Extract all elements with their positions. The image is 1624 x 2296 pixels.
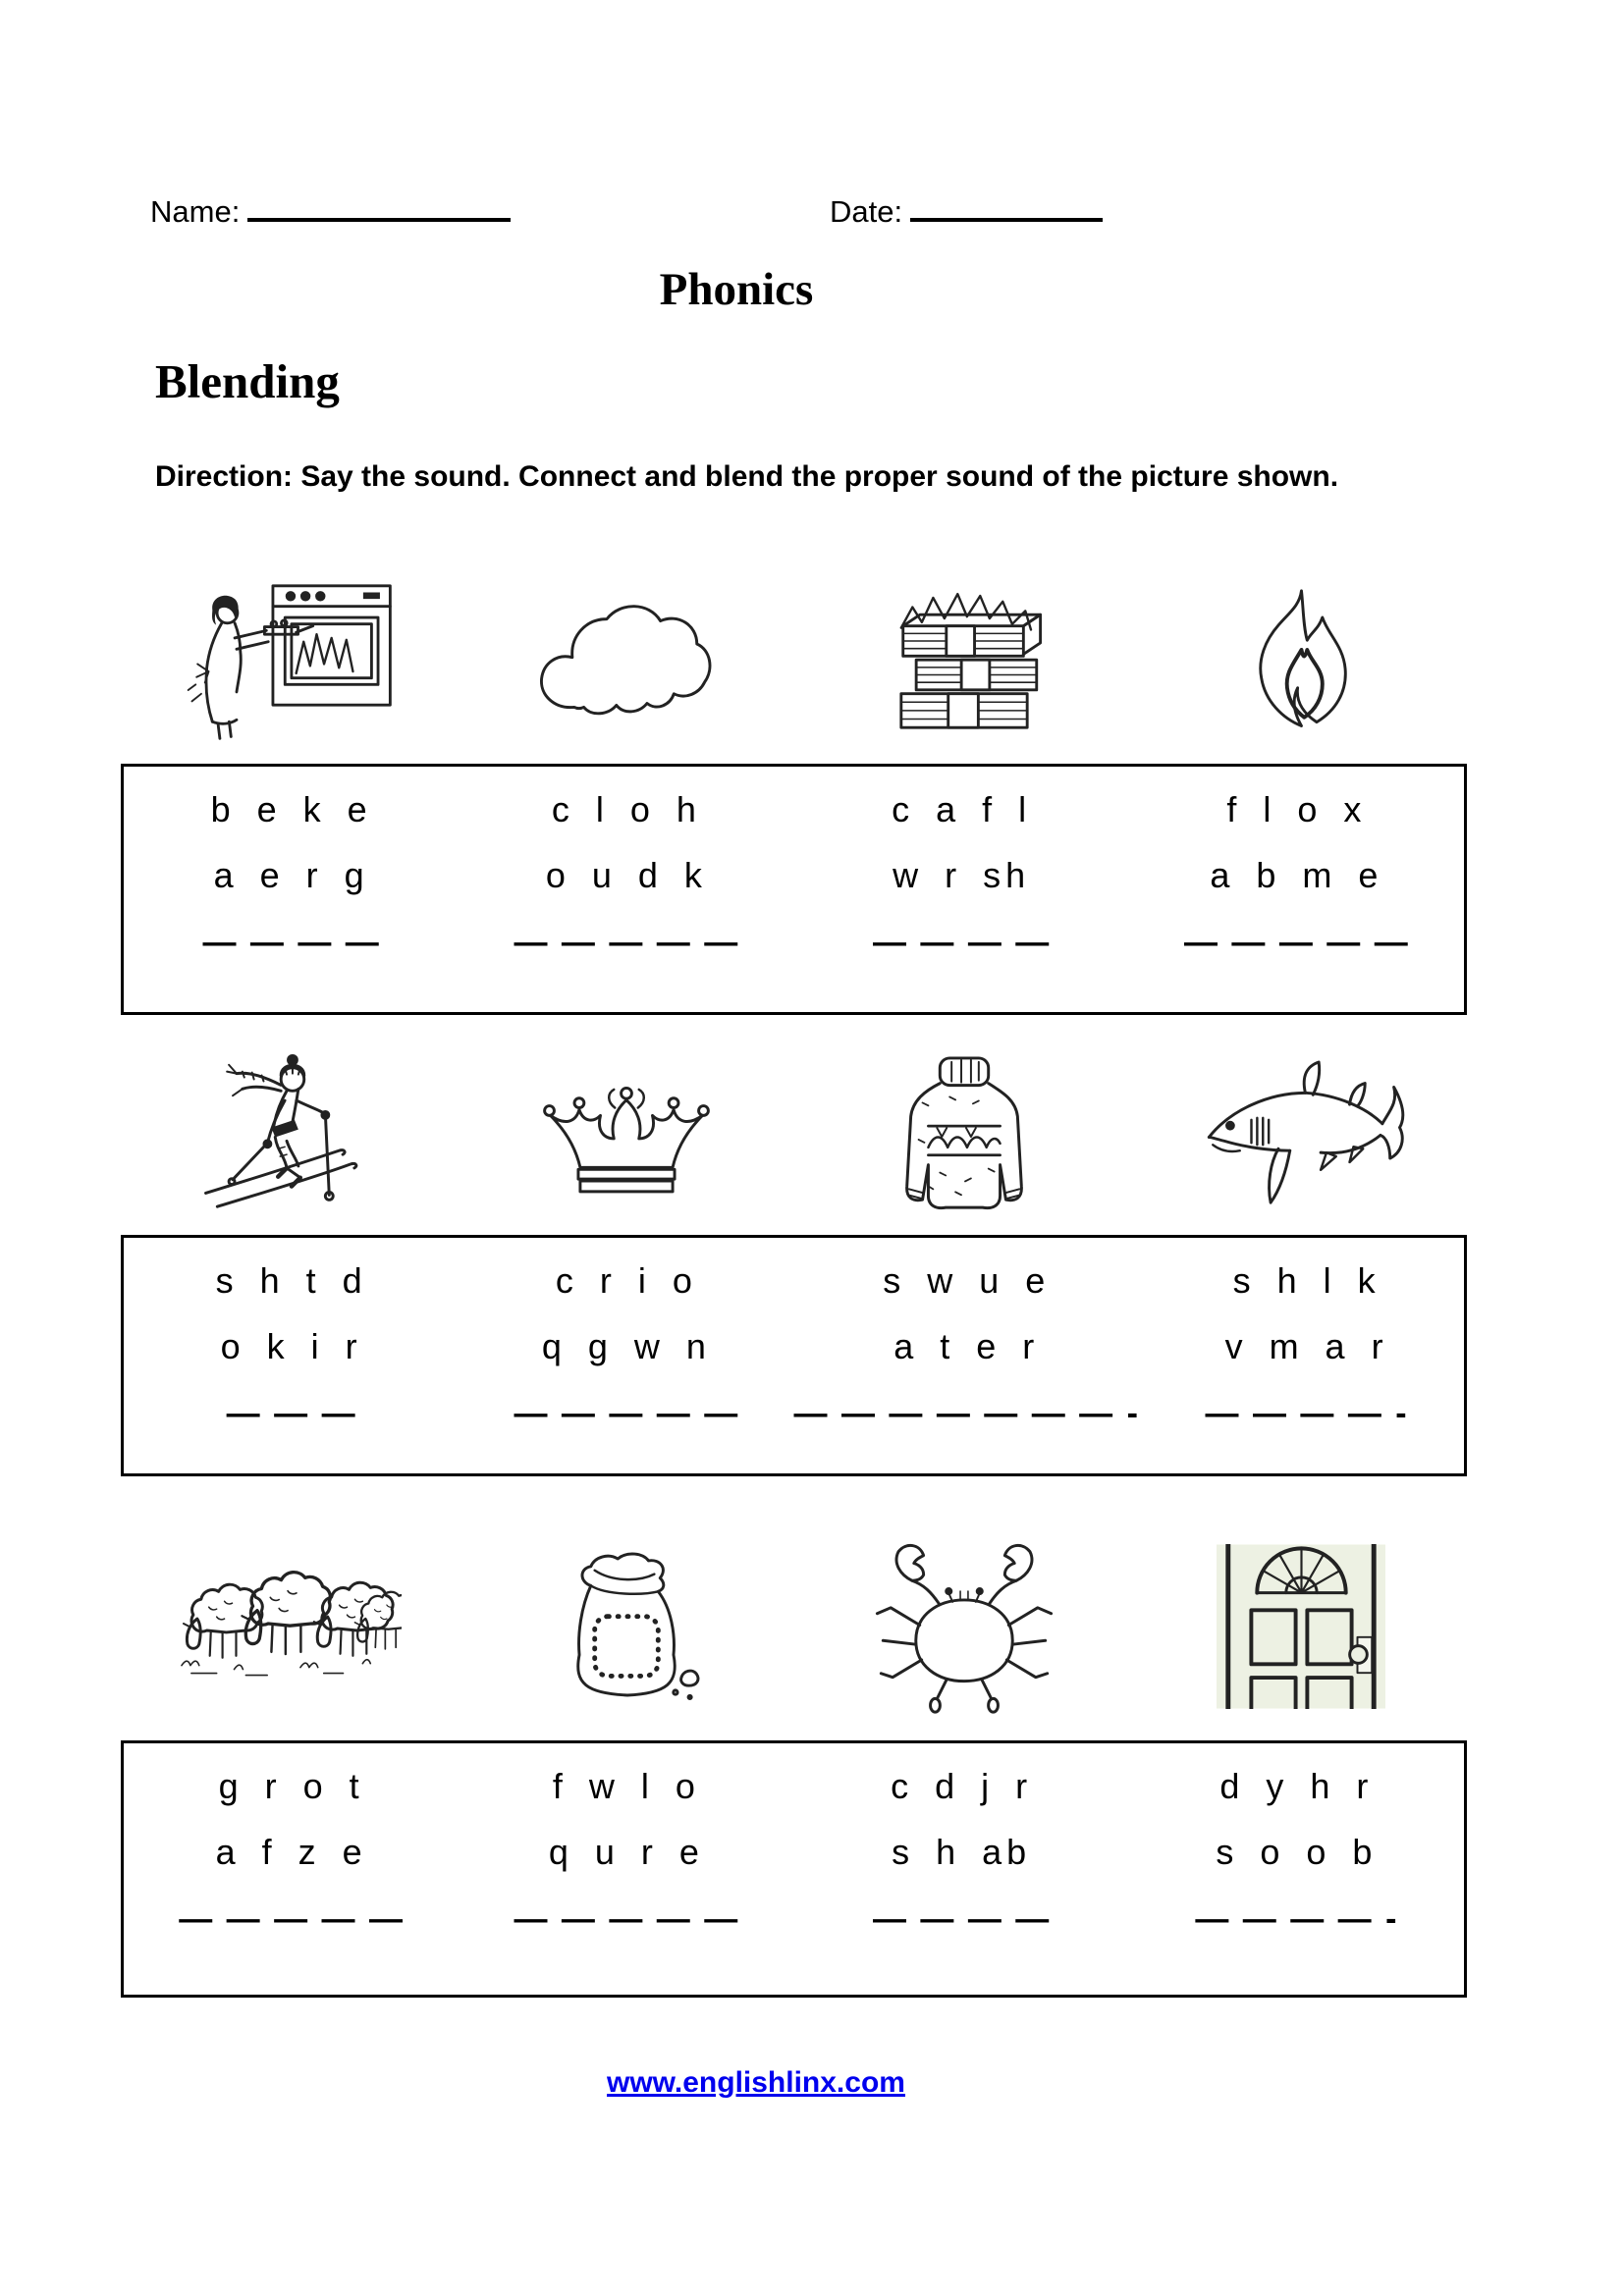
answer-blanks: — — — — - — [1205, 1395, 1408, 1432]
figure-cell — [459, 1041, 796, 1229]
crown-image — [525, 1067, 728, 1202]
letters-row1: b e k e — [210, 789, 372, 829]
name-field-group — [150, 194, 511, 230]
letter-column — [794, 1766, 1129, 1995]
letters-row2: s o o b — [1216, 1832, 1378, 1872]
date-label: Date: — [830, 194, 903, 229]
figure-cell — [795, 1520, 1133, 1734]
skier-image — [179, 1048, 401, 1221]
direction-text: Direction: Say the sound. Connect and blend the proper sound of the picture shown. — [155, 460, 1339, 493]
letters-row1: c a f l — [892, 789, 1032, 829]
letters-row2: a t e r — [893, 1326, 1040, 1366]
answer-blanks: — — — — — — [1183, 924, 1409, 961]
letters-row2: q g w n — [541, 1326, 711, 1366]
letters-row2: a b m e — [1210, 855, 1383, 895]
letter-box-2 — [121, 1235, 1467, 1476]
letters-row1: f l o x — [1226, 789, 1367, 829]
figure-cell — [121, 1520, 459, 1734]
letter-column — [459, 789, 793, 1012]
shark-image — [1197, 1060, 1405, 1209]
figure-cell — [1133, 572, 1471, 755]
letters-row2: s h ab — [892, 1832, 1032, 1872]
letter-column — [124, 1766, 459, 1995]
figure-row-1 — [121, 572, 1470, 755]
stack-of-money-image — [875, 583, 1054, 745]
letter-column — [794, 789, 1129, 1012]
letter-column — [124, 789, 459, 1012]
letter-column — [1139, 1260, 1474, 1473]
figure-cell — [121, 572, 459, 755]
letters-row1: d y h r — [1219, 1766, 1374, 1806]
figure-cell — [459, 1520, 796, 1734]
answer-blanks: — — — — — — [514, 1900, 739, 1938]
letter-box-1 — [121, 764, 1467, 1015]
letter-column — [793, 1260, 1139, 1473]
answer-blanks: — — — — — — [514, 924, 739, 961]
crab-image — [867, 1532, 1061, 1721]
answer-blanks: — — — — — — [514, 1395, 739, 1432]
name-label: Name: — [150, 194, 241, 229]
letters-row1: c r i o — [555, 1260, 697, 1301]
letter-column — [1129, 789, 1464, 1012]
figure-cell — [795, 1041, 1133, 1229]
letters-row2: q u r e — [548, 1832, 704, 1872]
letters-row1: s h l k — [1232, 1260, 1380, 1301]
baking-in-oven-image — [183, 577, 397, 750]
letters-row2: o k i r — [220, 1326, 362, 1366]
page-title: Phonics — [659, 264, 814, 315]
date-field-group — [830, 194, 1103, 230]
letter-box-3 — [121, 1740, 1467, 1998]
sweater-image — [882, 1052, 1047, 1217]
answer-blanks: — — — — — — [179, 1900, 405, 1938]
letter-column — [459, 1260, 793, 1473]
door-image — [1217, 1544, 1385, 1709]
answer-blanks: — — — — — [872, 924, 1051, 961]
figure-row-2 — [121, 1041, 1470, 1229]
figure-row-3 — [121, 1520, 1470, 1734]
letters-row2: v m a r — [1224, 1326, 1388, 1366]
letter-column — [459, 1766, 793, 1995]
letters-row1: f w l o — [552, 1766, 700, 1806]
name-blank-line — [247, 218, 511, 222]
answer-blanks: — — — — — — — - — [793, 1395, 1139, 1432]
letters-row2: a f z e — [215, 1832, 367, 1872]
answer-blanks: — — — — — [872, 1900, 1051, 1938]
cloud-image — [526, 594, 728, 733]
letter-column — [1129, 1766, 1464, 1995]
answer-blanks: — — — — [226, 1395, 356, 1432]
figure-cell — [459, 572, 796, 755]
figure-cell — [121, 1041, 459, 1229]
letters-row1: c d j r — [891, 1766, 1033, 1806]
figure-cell — [1133, 1041, 1471, 1229]
sheep-flock-image — [178, 1558, 402, 1695]
letters-row2: a e r g — [213, 855, 369, 895]
answer-blanks: — — — — — [202, 924, 380, 961]
figure-cell — [795, 572, 1133, 755]
letters-row2: w r sh — [893, 855, 1031, 895]
answer-blanks: — — — — - — [1195, 1900, 1398, 1938]
flour-sack-image — [535, 1547, 718, 1706]
footer — [0, 2066, 1512, 2100]
letters-row1: s h t d — [215, 1260, 367, 1301]
date-blank-line — [910, 218, 1103, 222]
section-heading: Blending — [155, 354, 340, 408]
letters-row1: c l o h — [551, 789, 701, 829]
letters-row2: o u d k — [545, 855, 707, 895]
website-link[interactable]: www.englishlinx.com — [607, 2066, 905, 2099]
letter-column — [124, 1260, 459, 1473]
letters-row1: g r o t — [218, 1766, 364, 1806]
flame-image — [1246, 585, 1356, 742]
figure-cell — [1133, 1520, 1471, 1734]
letters-row1: s w u e — [883, 1260, 1051, 1301]
